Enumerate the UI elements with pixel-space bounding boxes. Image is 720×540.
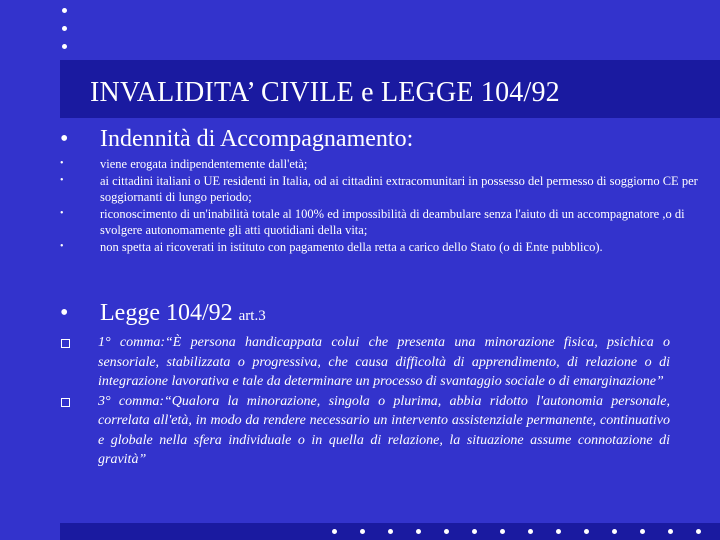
list-item: • riconoscimento di un'inabilità totale al 100% ed impossibilità di deambulare senza l'aiuto di un accompagnatore ,o di svolgere autonomamente gli atti quotidiani della vita; bbox=[60, 206, 685, 237]
decor-dot bbox=[584, 529, 589, 534]
bullet: • bbox=[60, 207, 64, 219]
heading-subtext: art.3 bbox=[238, 308, 266, 324]
decor-dot bbox=[528, 529, 533, 534]
decor-dot bbox=[62, 44, 67, 49]
decor-dot bbox=[668, 529, 673, 534]
decor-dot bbox=[332, 529, 337, 534]
bullet: • bbox=[60, 240, 64, 252]
bullet: • bbox=[60, 300, 69, 326]
bullet: • bbox=[60, 158, 64, 169]
decor-dot bbox=[62, 26, 67, 31]
decor-dot bbox=[640, 529, 645, 534]
list-item: • non spetta ai ricoverati in istituto con pagamento della retta a carico dello Stato (o di Ente pubblico). bbox=[60, 239, 603, 254]
slide-title: INVALIDITA’ CIVILE e LEGGE 104/92 bbox=[90, 77, 560, 108]
bullet: • bbox=[60, 174, 64, 186]
list-item: • ai cittadini italiani o UE residenti in Italia, od ai cittadini extracomunitari in possesso del permesso di soggiorno CE per soggiornanti di lungo periodo; bbox=[60, 173, 698, 204]
decor-dot bbox=[612, 529, 617, 534]
decor-dot bbox=[444, 529, 449, 534]
indennita-list bbox=[60, 156, 700, 255]
checkbox-bullet-icon bbox=[61, 398, 70, 407]
heading-text: Legge 104/92 bbox=[100, 300, 233, 326]
decor-dot bbox=[696, 529, 701, 534]
decor-dot bbox=[472, 529, 477, 534]
decor-dot bbox=[388, 529, 393, 534]
list-item: • viene erogata indipendentemente dall'età; bbox=[60, 157, 308, 171]
decor-dot bbox=[416, 529, 421, 534]
legge-list bbox=[60, 333, 670, 470]
bullet: • bbox=[60, 126, 69, 152]
decor-dot bbox=[62, 8, 67, 13]
heading-text: Indennità di Accompagnamento: bbox=[100, 126, 414, 152]
list-item: 3° comma:“Qualora la minorazione, singola o plurima, abbia ridotto l'autonomia personale, correlata all'età, in modo da rendere necessario un intervento assistenziale permanente, continuativo e globale nella sfera individuale o in quella di relazione, la situazione assume connotazione di gravità” bbox=[60, 392, 670, 470]
decor-dot bbox=[360, 529, 365, 534]
list-item: 1° comma:“È persona handicappata colui che presenta una minorazione fisica, psichica o sensoriale, stabilizzata o progressiva, che causa difficoltà di apprendimento, di relazione o di integrazione lavorativa e tale da determinare un processo di svantaggio sociale o di emarginazione” bbox=[60, 333, 670, 392]
decor-dot bbox=[556, 529, 561, 534]
decor-dot bbox=[500, 529, 505, 534]
checkbox-bullet-icon bbox=[61, 339, 70, 348]
